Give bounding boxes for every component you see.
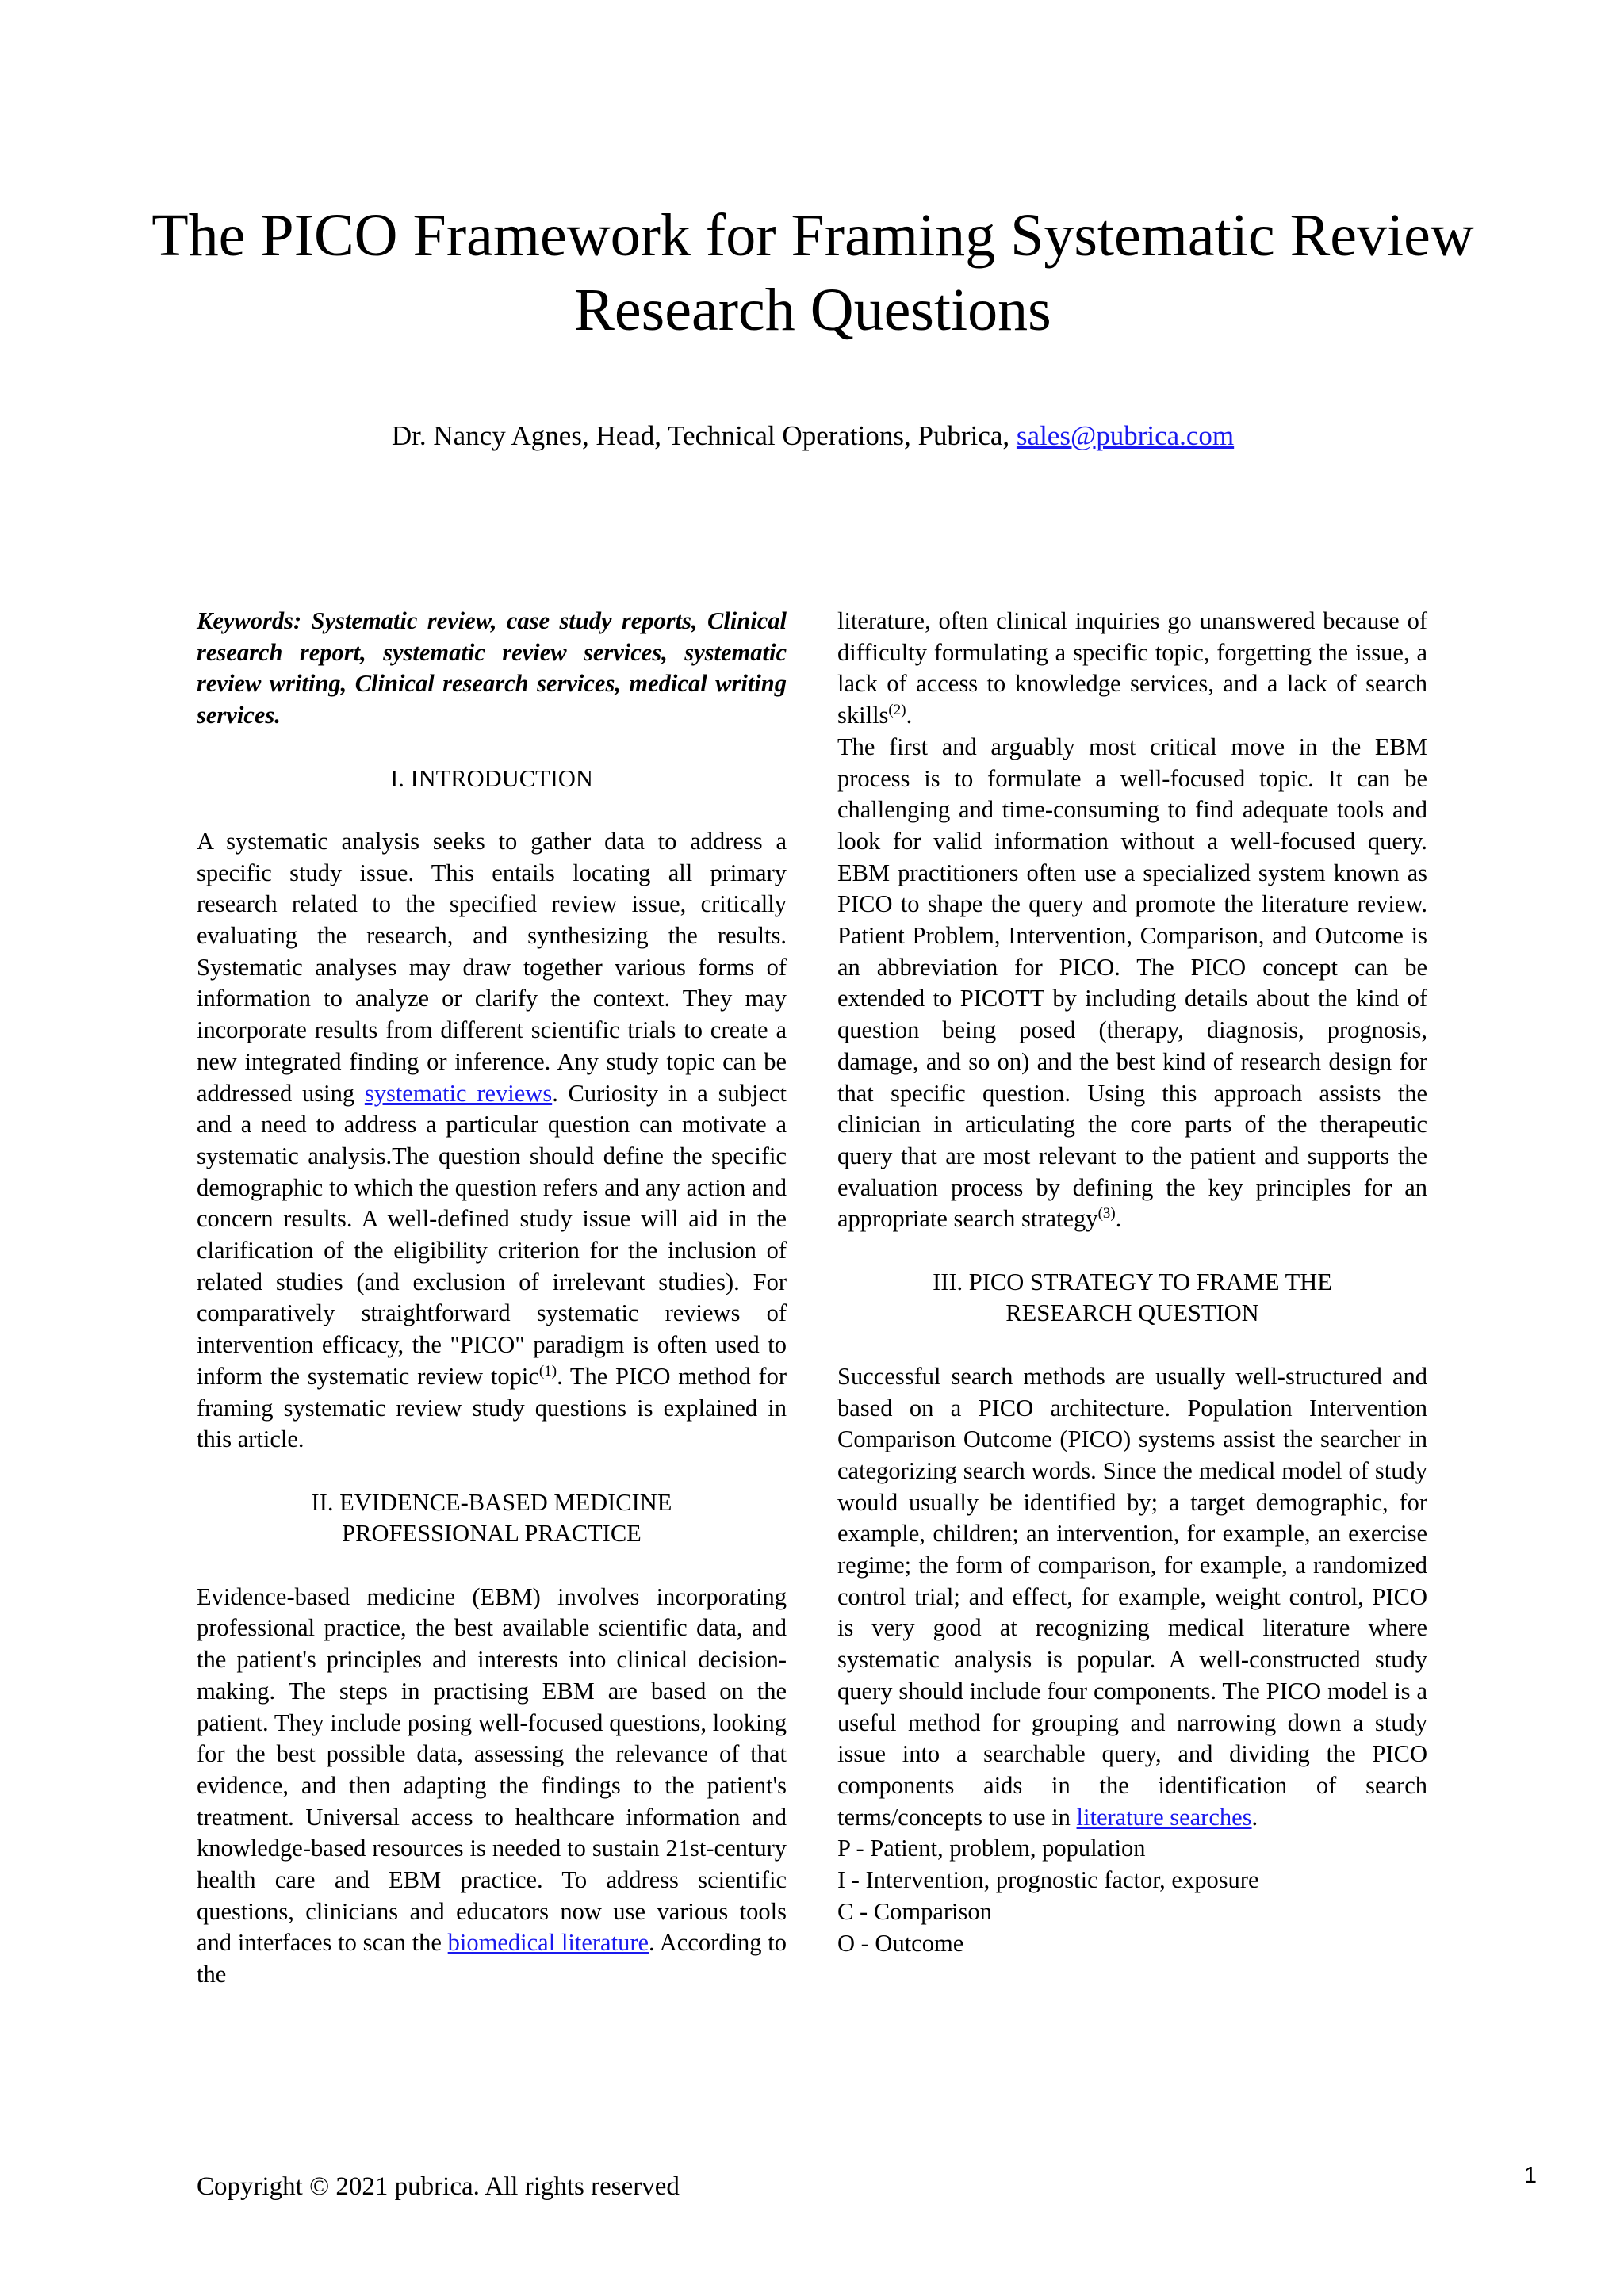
introduction-paragraph (197, 826, 787, 1456)
left-column (197, 606, 787, 1991)
intro-text-2: . Curiosity in a subject and a need to address a particular question can motivate a systematic analysis.The question should define the specific demographic to which the question refers and any action and concern results. A well-defined study issue will aid in the clarification of the eligibility criterion for the inclusion of related studies (and exclusion of irrelevant studies). For comparatively straightforward systematic reviews of intervention efficacy, the "PICO" paradigm is often used to inform the systematic review topic (197, 1079, 787, 1390)
ebm-text-2: literature, often clinical inquiries go unanswered because of difficulty formulating a specific topic, forgetting the issue, a lack of access to knowledge services, and a lack of search skills (837, 607, 1427, 729)
reference-3: (3) (1097, 1205, 1116, 1223)
ebm-text-5: . (1115, 1205, 1122, 1233)
ebm-paragraph-2 (837, 732, 1427, 1235)
literature-searches-link[interactable]: literature searches (1076, 1803, 1252, 1831)
ebm-paragraph-start (197, 1582, 787, 1991)
pico-list (837, 1833, 1427, 1959)
ebm-heading-line-1: II. EVIDENCE-BASED MEDICINE (311, 1488, 672, 1516)
list-item: O - Outcome (837, 1929, 964, 1957)
reference-1: (1) (538, 1362, 557, 1380)
list-item: C - Comparison (837, 1897, 992, 1925)
author-name: Dr. Nancy Agnes, Head, Technical Operations, Pubrica, (391, 420, 1017, 451)
ebm-heading-line-2: PROFESSIONAL PRACTICE (342, 1520, 642, 1548)
ebm-text-1: Evidence-based medicine (EBM) involves incorporating professional practice, the best available scientific data, and the patient's principles and interests into clinical decision-making. The steps in practising EBM are based on the patient. They include posing well-focused questions, looking for the best possible data, assessing the relevance of that evidence, and then adapting the findings to the patient's treatment. Universal access to healthcare information and knowledge-based resources is needed to sustain 21st-century health care and EBM practice. To address scientific questions, clinicians and educators now use various tools and interfaces to scan the (197, 1582, 787, 1957)
reference-2: (2) (888, 701, 906, 718)
keywords: Keywords: Systematic review, case study reports, Clinical research report, systematic review services, systematic review writing, Clinical research services, medical writing services. (197, 607, 787, 729)
right-column (837, 606, 1427, 1959)
ebm-text-3: . (906, 702, 913, 729)
intro-text-3: . The PICO method for framing systematic review study questions is explained in this article. (197, 1362, 787, 1453)
pico-text-2: . (1251, 1803, 1258, 1831)
pico-paragraph (837, 1361, 1427, 1834)
biomedical-literature-link[interactable]: biomedical literature (447, 1929, 649, 1957)
page-title: The PICO Framework for Framing Systematic Review Research Questions (151, 202, 1474, 343)
pico-heading-line-2: RESEARCH QUESTION (1005, 1299, 1259, 1327)
ebm-paragraph-continued (837, 606, 1427, 732)
author-line (119, 419, 1507, 453)
intro-text-1: A systematic analysis seeks to gather data to address a specific study issue. This entails locating all primary research related to the specified review issue, critically evaluating the research, and synthesizing the results. Systematic analyses may draw together various forms of information to analyze or clarify the context. They may incorporate results from different scientific trials to create a new integrated finding or inference. Any study topic can be addressed using (197, 827, 787, 1107)
page-number: 1 (1523, 2163, 1537, 2188)
author-email-link[interactable]: sales@pubrica.com (1016, 420, 1235, 451)
list-item: I - Intervention, prognostic factor, exposure (837, 1866, 1259, 1894)
section-heading-ebm (197, 1487, 787, 1550)
ebm-text-continues: . According to the (197, 1929, 787, 1988)
list-item: P - Patient, problem, population (837, 1835, 1146, 1862)
section-heading-introduction: I. INTRODUCTION (390, 764, 593, 792)
section-heading-pico (837, 1267, 1427, 1330)
systematic-reviews-link[interactable]: systematic reviews (364, 1079, 553, 1107)
copyright-footer: Copyright © 2021 pubrica. All rights reserved (197, 2172, 680, 2201)
ebm-text-4: The first and arguably most critical move in the EBM process is to formulate a well-focused topic. It can be challenging and time-consuming to find adequate tools and look for valid information without a well-focused query. EBM practitioners often use a specialized system known as PICO to shape the query and promote the literature review. Patient Problem, Intervention, Comparison, and Outcome is an abbreviation for PICO. The PICO concept can be extended to PICOTT by including details about the kind of question being posed (therapy, diagnosis, prognosis, damage, and so on) and the best kind of research design for that specific question. Using this approach assists the clinician in articulating the core parts of the therapeutic query that are most relevant to the patient and supports the evaluation process by defining the key principles for an appropriate search strategy (837, 733, 1427, 1233)
pico-heading-line-1: III. PICO STRATEGY TO FRAME THE (933, 1268, 1332, 1295)
pico-text-1: Successful search methods are usually well-structured and based on a PICO architecture. Population Intervention Comparison Outcome (PICO) systems assist the searcher in categorizing search words. Since the medical model of study would usually be identified by; a target demographic, for example, children; an intervention, for example, an exercise regime; the form of comparison, for example, a randomized control trial; and effect, for example, weight control, PICO is very good at recognizing medical literature where systematic analysis is popular. A well-constructed study query should include four components. The PICO model is a useful method for grouping and narrowing down a study issue into a searchable query, and dividing the PICO components aids in the identification of search terms/concepts to use in (837, 1362, 1427, 1831)
